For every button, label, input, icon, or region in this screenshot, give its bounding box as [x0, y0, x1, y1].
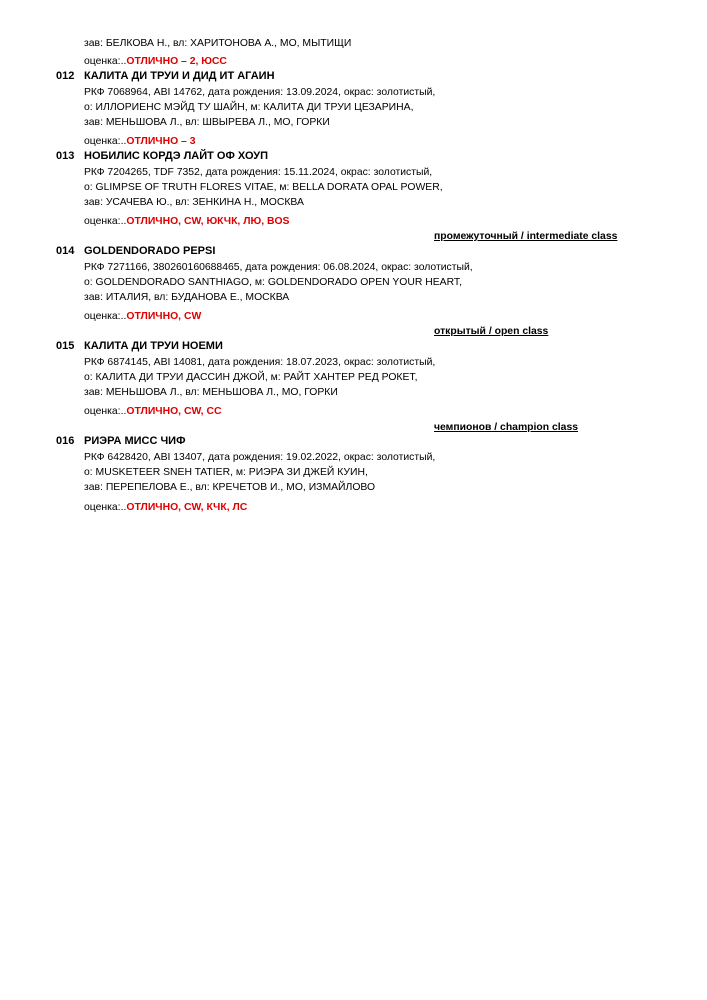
entry-parents: о: КАЛИТА ДИ ТРУИ ДАССИН ДЖОЙ, м: РАЙТ ХАНТЕР РЕД РОКЕТ,	[84, 372, 418, 383]
grade-label: оценка:..	[84, 502, 127, 513]
grade-value: ОТЛИЧНО – 3	[126, 136, 196, 147]
entry-registry: РКФ 7271166, 380260160688465, дата рождения: 06.08.2024, окрас: золотистый,	[84, 262, 473, 273]
class-heading-open: открытый / open class	[434, 326, 549, 337]
entry-name: КАЛИТА ДИ ТРУИ НОЕМИ	[84, 340, 223, 352]
entry-grade	[84, 405, 221, 418]
entry-number: 012	[56, 70, 75, 82]
entry-name: GOLDENDORADO PEPSI	[84, 245, 216, 257]
entry-registry: РКФ 6874145, ABI 14081, дата рождения: 18.07.2023, окрас: золотистый,	[84, 357, 436, 368]
grade-label: оценка:..	[84, 136, 127, 147]
entry-breeder: зав: МЕНЬШОВА Л., вл: МЕНЬШОВА Л., МО, ГОРКИ	[84, 387, 338, 398]
entry-breeder: зав: МЕНЬШОВА Л., вл: ШВЫРЕВА Л., МО, ГОРКИ	[84, 117, 330, 128]
entry-registry: РКФ 7204265, TDF 7352, дата рождения: 15.11.2024, окрас: золотистый,	[84, 167, 433, 178]
entry-registry: РКФ 7068964, ABI 14762, дата рождения: 13.09.2024, окрас: золотистый,	[84, 87, 436, 98]
entry-breeder: зав: ИТАЛИЯ, вл: БУДАНОВА Е., МОСКВА	[84, 292, 290, 303]
entry-011-grade	[84, 55, 227, 68]
entry-011-breeder: зав: БЕЛКОВА Н., вл: ХАРИТОНОВА А., МО, МЫТИЩИ	[84, 38, 352, 49]
entry-registry: РКФ 6428420, ABI 13407, дата рождения: 19.02.2022, окрас: золотистый,	[84, 452, 436, 463]
entry-number: 016	[56, 435, 75, 447]
entry-grade	[84, 310, 201, 323]
entry-parents: о: ИЛЛОРИЕНС МЭЙД ТУ ШАЙН, м: КАЛИТА ДИ ТРУИ ЦЕЗАРИНА,	[84, 102, 414, 113]
entry-name: РИЭРА МИСС ЧИФ	[84, 435, 186, 447]
grade-label: оценка:..	[84, 406, 127, 417]
entry-number: 013	[56, 150, 75, 162]
entry-parents: о: MUSKETEER SNEH TATIER, м: РИЭРА ЗИ ДЖЕЙ КУИН,	[84, 467, 368, 478]
class-heading-intermediate: промежуточный / intermediate class	[434, 231, 618, 242]
entry-parents: о: GLIMPSE OF TRUTH FLORES VITAE, м: BELLA DORATA OPAL POWER,	[84, 182, 443, 193]
grade-value: ОТЛИЧНО, CW, КЧК, ЛС	[126, 502, 248, 513]
grade-label: оценка:..	[84, 56, 127, 67]
entry-grade	[84, 501, 247, 514]
entry-breeder: зав: ПЕРЕПЕЛОВА Е., вл: КРЕЧЕТОВ И., МО, ИЗМАЙЛОВО	[84, 482, 376, 493]
entry-breeder: зав: УСАЧЕВА Ю., вл: ЗЕНКИНА Н., МОСКВА	[84, 197, 304, 208]
entry-name: КАЛИТА ДИ ТРУИ И ДИД ИТ АГАИН	[84, 70, 275, 82]
grade-value: ОТЛИЧНО, CW, ЮКЧК, ЛЮ, BOS	[126, 216, 290, 227]
entry-parents: о: GOLDENDORADO SANTHIAGO, м: GOLDENDORADO OPEN YOUR HEART,	[84, 277, 463, 288]
entry-grade	[84, 135, 196, 148]
entry-number: 015	[56, 340, 75, 352]
grade-label: оценка:..	[84, 311, 127, 322]
grade-value: ОТЛИЧНО, CW, CC	[126, 406, 222, 417]
class-heading-champion: чемпионов / champion class	[434, 422, 579, 433]
grade-value: ОТЛИЧНО – 2, ЮСС	[126, 56, 227, 67]
entry-number: 014	[56, 245, 75, 257]
entry-name: НОБИЛИС КОРДЭ ЛАЙТ ОФ ХОУП	[84, 150, 268, 162]
grade-label: оценка:..	[84, 216, 127, 227]
entry-grade	[84, 215, 290, 228]
grade-value: ОТЛИЧНО, CW	[126, 311, 202, 322]
